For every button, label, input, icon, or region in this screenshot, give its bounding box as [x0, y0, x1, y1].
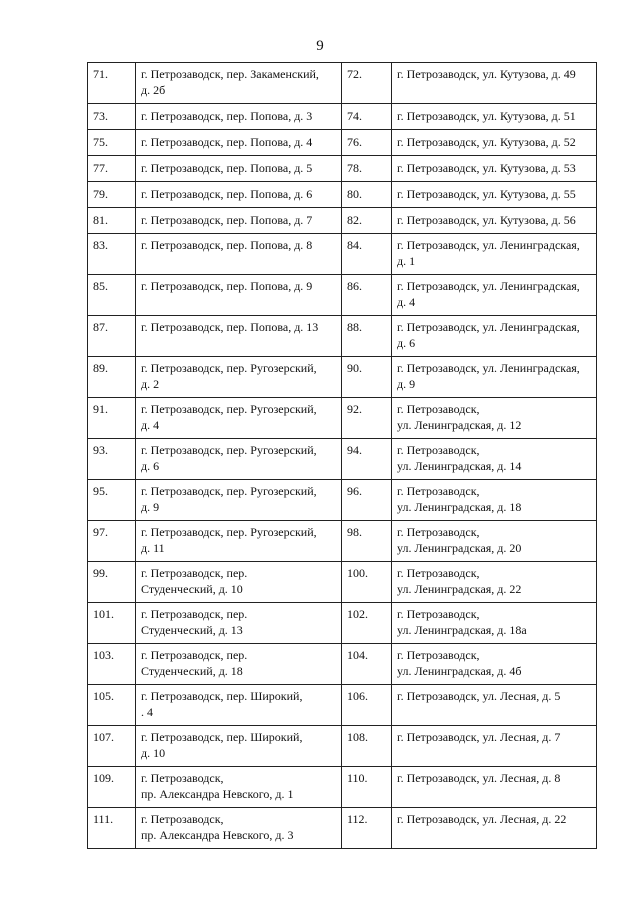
table-row: [88, 63, 597, 104]
row-number: 108.: [342, 726, 392, 767]
address-line: г. Петрозаводск, ул. Лесная, д. 22: [397, 812, 567, 826]
table-row: [88, 275, 597, 316]
table-row: [88, 808, 597, 849]
address-line: г. Петрозаводск, ул. Кутузова, д. 49: [397, 67, 576, 81]
table-row: [88, 156, 597, 182]
row-number: 95.: [88, 480, 136, 521]
address-cell: [136, 398, 342, 439]
page-number: 9: [316, 38, 324, 54]
address-cell: [392, 130, 597, 156]
table-row: [88, 104, 597, 130]
row-number: 106.: [342, 685, 392, 726]
address-cell: [136, 182, 342, 208]
address-line: г. Петрозаводск, ул. Ленинградская,: [397, 279, 580, 293]
row-number: 104.: [342, 644, 392, 685]
address-line: г. Петрозаводск, пер. Ругозерский,: [141, 525, 317, 539]
address-line: ул. Ленинградская, д. 18а: [397, 623, 527, 637]
row-number: 84.: [342, 234, 392, 275]
address-cell: [136, 63, 342, 104]
address-line: Студенческий, д. 18: [141, 664, 243, 678]
address-cell: [136, 726, 342, 767]
table-row: [88, 480, 597, 521]
row-number: 111.: [88, 808, 136, 849]
row-number: 99.: [88, 562, 136, 603]
row-number: 96.: [342, 480, 392, 521]
address-cell: [136, 562, 342, 603]
address-line: г. Петрозаводск, ул. Кутузова, д. 56: [397, 213, 576, 227]
address-cell: [136, 808, 342, 849]
address-line: г. Петрозаводск, ул. Лесная, д. 8: [397, 771, 561, 785]
address-cell: [136, 644, 342, 685]
table-row: [88, 316, 597, 357]
row-number: 103.: [88, 644, 136, 685]
address-cell: [136, 357, 342, 398]
address-cell: [392, 726, 597, 767]
address-cell: [392, 316, 597, 357]
row-number: 85.: [88, 275, 136, 316]
row-number: 78.: [342, 156, 392, 182]
address-cell: [392, 182, 597, 208]
address-line: д. 9: [397, 377, 416, 391]
address-line: г. Петрозаводск,: [397, 648, 480, 662]
row-number: 86.: [342, 275, 392, 316]
address-line: г. Петрозаводск, пер. Попова, д. 5: [141, 161, 313, 175]
table-row: [88, 130, 597, 156]
address-line: ул. Ленинградская, д. 18: [397, 500, 522, 514]
address-line: д. 2: [141, 377, 160, 391]
address-cell: [136, 156, 342, 182]
row-number: 76.: [342, 130, 392, 156]
table-row: [88, 398, 597, 439]
row-number: 105.: [88, 685, 136, 726]
address-line: д. 6: [141, 459, 160, 473]
address-cell: [392, 685, 597, 726]
address-line: . 4: [141, 705, 153, 719]
row-number: 98.: [342, 521, 392, 562]
address-line: г. Петрозаводск, ул. Ленинградская,: [397, 238, 580, 252]
row-number: 89.: [88, 357, 136, 398]
row-number: 91.: [88, 398, 136, 439]
address-line: г. Петрозаводск, ул. Кутузова, д. 52: [397, 135, 576, 149]
table-row: [88, 726, 597, 767]
table-row: [88, 439, 597, 480]
row-number: 90.: [342, 357, 392, 398]
address-cell: [392, 603, 597, 644]
address-line: г. Петрозаводск, ул. Ленинградская,: [397, 320, 580, 334]
address-line: г. Петрозаводск, пер.: [141, 648, 248, 662]
table-row: [88, 767, 597, 808]
table-row: [88, 644, 597, 685]
address-line: г. Петрозаводск, пер. Попова, д. 9: [141, 279, 313, 293]
address-line: г. Петрозаводск,: [397, 607, 480, 621]
row-number: 82.: [342, 208, 392, 234]
address-line: д. 1: [397, 254, 416, 268]
address-cell: [392, 104, 597, 130]
address-line: г. Петрозаводск, пер.: [141, 566, 248, 580]
row-number: 97.: [88, 521, 136, 562]
table-row: [88, 562, 597, 603]
address-cell: [136, 316, 342, 357]
address-line: г. Петрозаводск,: [397, 402, 480, 416]
address-line: д. 10: [141, 746, 166, 760]
row-number: 81.: [88, 208, 136, 234]
address-cell: [392, 275, 597, 316]
address-cell: [392, 208, 597, 234]
address-line: г. Петрозаводск, пер. Попова, д. 4: [141, 135, 313, 149]
address-line: д. 4: [397, 295, 416, 309]
row-number: 74.: [342, 104, 392, 130]
row-number: 72.: [342, 63, 392, 104]
address-line: г. Петрозаводск, пер. Широкий,: [141, 689, 303, 703]
address-cell: [136, 234, 342, 275]
address-cell: [136, 439, 342, 480]
row-number: 101.: [88, 603, 136, 644]
address-cell: [392, 439, 597, 480]
row-number: 88.: [342, 316, 392, 357]
row-number: 73.: [88, 104, 136, 130]
address-cell: [136, 480, 342, 521]
row-number: 71.: [88, 63, 136, 104]
address-line: д. 11: [141, 541, 165, 555]
address-cell: [392, 357, 597, 398]
address-cell: [392, 398, 597, 439]
table-row: [88, 685, 597, 726]
address-table-body: [88, 63, 597, 849]
address-line: г. Петрозаводск, пер. Попова, д. 3: [141, 109, 313, 123]
address-line: г. Петрозаводск, пер. Попова, д. 6: [141, 187, 313, 201]
address-line: г. Петрозаводск, ул. Кутузова, д. 55: [397, 187, 576, 201]
address-table: [87, 62, 597, 849]
address-line: г. Петрозаводск, пер. Попова, д. 13: [141, 320, 319, 334]
address-cell: [392, 156, 597, 182]
address-line: г. Петрозаводск,: [397, 443, 480, 457]
address-cell: [136, 603, 342, 644]
row-number: 92.: [342, 398, 392, 439]
address-line: Студенческий, д. 10: [141, 582, 243, 596]
address-cell: [392, 767, 597, 808]
address-line: пр. Александра Невского, д. 3: [141, 828, 294, 842]
address-line: г. Петрозаводск, ул. Кутузова, д. 51: [397, 109, 576, 123]
address-cell: [392, 644, 597, 685]
address-line: ул. Ленинградская, д. 4б: [397, 664, 522, 678]
address-line: г. Петрозаводск,: [397, 525, 480, 539]
address-line: Студенческий, д. 13: [141, 623, 243, 637]
address-cell: [392, 808, 597, 849]
address-line: д. 2б: [141, 83, 166, 97]
row-number: 79.: [88, 182, 136, 208]
address-cell: [392, 521, 597, 562]
address-line: г. Петрозаводск, пер. Закаменский,: [141, 67, 319, 81]
row-number: 102.: [342, 603, 392, 644]
address-line: ул. Ленинградская, д. 14: [397, 459, 522, 473]
row-number: 107.: [88, 726, 136, 767]
address-cell: [392, 480, 597, 521]
address-cell: [392, 234, 597, 275]
table-row: [88, 234, 597, 275]
row-number: 94.: [342, 439, 392, 480]
table-row: [88, 208, 597, 234]
address-cell: [392, 63, 597, 104]
address-line: г. Петрозаводск, пер.: [141, 607, 248, 621]
row-number: 93.: [88, 439, 136, 480]
address-line: г. Петрозаводск, пер. Попова, д. 8: [141, 238, 313, 252]
address-line: г. Петрозаводск, ул. Лесная, д. 7: [397, 730, 561, 744]
row-number: 80.: [342, 182, 392, 208]
address-line: г. Петрозаводск, пер. Попова, д. 7: [141, 213, 313, 227]
address-cell: [136, 521, 342, 562]
address-line: д. 4: [141, 418, 160, 432]
row-number: 109.: [88, 767, 136, 808]
address-line: г. Петрозаводск, пер. Ругозерский,: [141, 484, 317, 498]
address-line: г. Петрозаводск,: [141, 771, 224, 785]
table-row: [88, 521, 597, 562]
address-line: д. 6: [397, 336, 416, 350]
row-number: 75.: [88, 130, 136, 156]
address-line: ул. Ленинградская, д. 12: [397, 418, 522, 432]
row-number: 83.: [88, 234, 136, 275]
address-line: г. Петрозаводск, ул. Ленинградская,: [397, 361, 580, 375]
address-line: г. Петрозаводск, пер. Широкий,: [141, 730, 303, 744]
address-line: г. Петрозаводск,: [397, 566, 480, 580]
row-number: 87.: [88, 316, 136, 357]
address-cell: [136, 275, 342, 316]
address-line: г. Петрозаводск, ул. Кутузова, д. 53: [397, 161, 576, 175]
address-line: г. Петрозаводск,: [397, 484, 480, 498]
address-line: г. Петрозаводск, пер. Ругозерский,: [141, 361, 317, 375]
address-line: ул. Ленинградская, д. 20: [397, 541, 522, 555]
table-row: [88, 357, 597, 398]
row-number: 77.: [88, 156, 136, 182]
address-cell: [136, 104, 342, 130]
row-number: 100.: [342, 562, 392, 603]
address-cell: [136, 767, 342, 808]
address-cell: [136, 208, 342, 234]
row-number: 112.: [342, 808, 392, 849]
table-row: [88, 603, 597, 644]
address-line: г. Петрозаводск, пер. Ругозерский,: [141, 402, 317, 416]
address-line: д. 9: [141, 500, 160, 514]
row-number: 110.: [342, 767, 392, 808]
address-line: г. Петрозаводск,: [141, 812, 224, 826]
address-line: г. Петрозаводск, ул. Лесная, д. 5: [397, 689, 561, 703]
table-row: [88, 182, 597, 208]
address-line: пр. Александра Невского, д. 1: [141, 787, 294, 801]
address-cell: [136, 685, 342, 726]
address-cell: [136, 130, 342, 156]
address-cell: [392, 562, 597, 603]
address-line: ул. Ленинградская, д. 22: [397, 582, 522, 596]
address-line: г. Петрозаводск, пер. Ругозерский,: [141, 443, 317, 457]
